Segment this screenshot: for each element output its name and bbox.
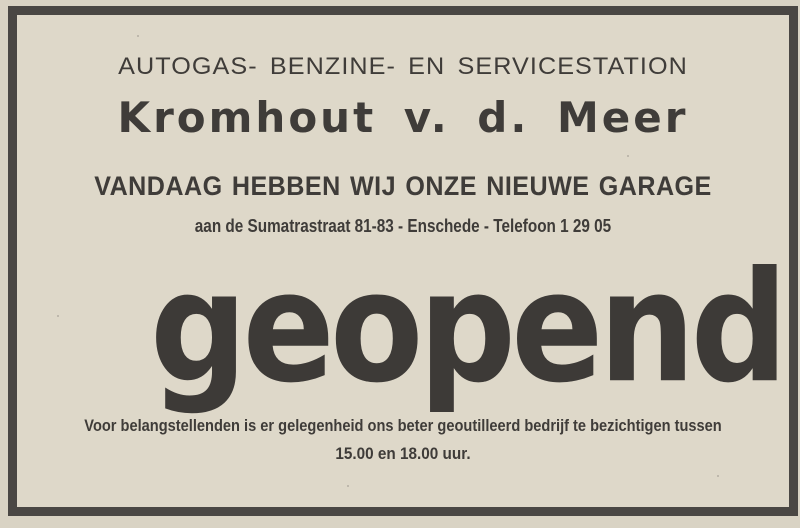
paper-speck <box>347 485 349 487</box>
announcement-line: VANDAAG HEBBEN WIJ ONZE NIEUWE GARAGE <box>94 171 712 201</box>
paper-speck <box>627 155 629 157</box>
paper-speck <box>57 315 59 317</box>
headline-geopend: geopend <box>150 238 784 418</box>
opening-hours-line: 15.00 en 18.00 uur. <box>335 444 471 463</box>
company-name: Kromhout v. d. Meer <box>117 93 689 142</box>
address-line: aan de Sumatrastraat 81-83 - Enschede - Telefoon 1 29 05 <box>194 216 612 236</box>
invitation-line: Voor belangstellenden is er gelegenheid ons beter geoutilleerd bedrijf te bezichtigen tussen <box>84 416 722 435</box>
paper-speck <box>717 475 719 477</box>
advertisement-frame <box>8 6 798 516</box>
station-type-line: AUTOGAS- BENZINE- EN SERVICESTATION <box>118 53 688 80</box>
paper-speck <box>137 35 139 37</box>
